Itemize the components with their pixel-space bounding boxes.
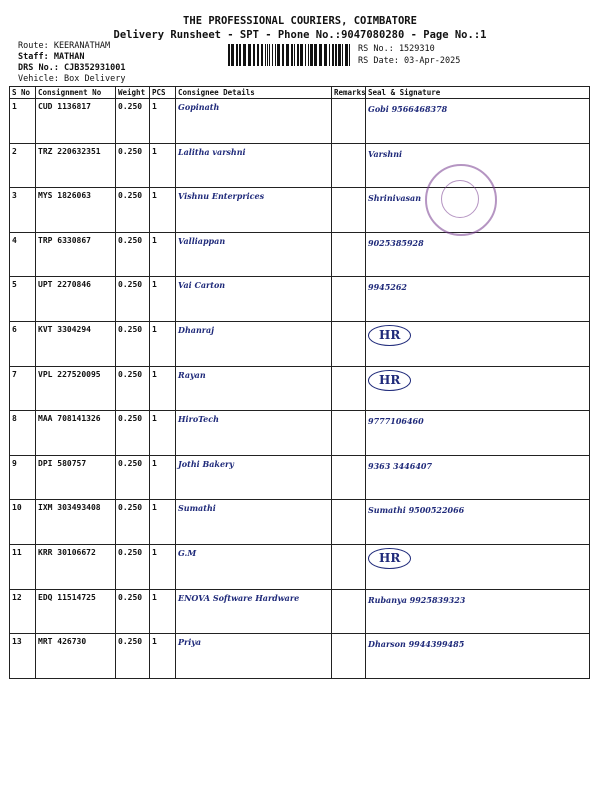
cell-pcs: 1: [150, 500, 176, 545]
cell-sno: 11: [10, 544, 36, 589]
cell-pcs: 1: [150, 99, 176, 144]
cell-weight: 0.250: [116, 411, 150, 456]
staff-label: Staff: MATHAN: [18, 52, 85, 62]
table-row: [10, 99, 590, 144]
cell-consignment-no: EDQ 11514725: [36, 589, 116, 634]
cell-sno: 7: [10, 366, 36, 411]
cell-weight: 0.250: [116, 455, 150, 500]
cell-consignee: HiroTech: [176, 411, 332, 456]
cell-pcs: 1: [150, 366, 176, 411]
cell-remarks: [332, 321, 366, 366]
cell-signature: Gobi 9566468378: [366, 99, 590, 144]
rs-number: RS No.: 1529310: [358, 44, 435, 54]
cell-pcs: 1: [150, 188, 176, 233]
cell-sno: 1: [10, 99, 36, 144]
cell-sno: 4: [10, 232, 36, 277]
runsheet-subtitle: Delivery Runsheet - SPT - Phone No.:9047080280 - Page No.:1: [113, 29, 487, 41]
cell-pcs: 1: [150, 544, 176, 589]
cell-signature: Rubanya 9925839323: [366, 589, 590, 634]
cell-sno: 6: [10, 321, 36, 366]
cell-remarks: [332, 366, 366, 411]
cell-remarks: [332, 411, 366, 456]
cell-sno: 3: [10, 188, 36, 233]
cell-signature: [366, 544, 590, 589]
cell-remarks: [332, 634, 366, 679]
cell-pcs: 1: [150, 634, 176, 679]
table-row: [10, 188, 590, 233]
table-row: [10, 277, 590, 322]
cell-signature: [366, 366, 590, 411]
cell-weight: 0.250: [116, 366, 150, 411]
cell-consignment-no: TRZ 220632351: [36, 143, 116, 188]
cell-signature: Shrinivasan: [366, 188, 590, 233]
cell-weight: 0.250: [116, 321, 150, 366]
barcode-icon: [228, 44, 354, 66]
col-pcs: PCS: [150, 87, 176, 99]
cell-remarks: [332, 99, 366, 144]
cell-signature: [366, 321, 590, 366]
cell-consignee: ENOVA Software Hardware: [176, 589, 332, 634]
cell-weight: 0.250: [116, 188, 150, 233]
vehicle-label: Vehicle: Box Delivery: [18, 74, 126, 84]
col-consignee: Consignee Details: [176, 87, 332, 99]
hr-mark: HR: [368, 370, 411, 391]
cell-signature: 9363 3446407: [366, 455, 590, 500]
cell-consignment-no: KRR 30106672: [36, 544, 116, 589]
cell-pcs: 1: [150, 455, 176, 500]
cell-signature: Varshni: [366, 143, 590, 188]
col-weight: Weight: [116, 87, 150, 99]
cell-pcs: 1: [150, 411, 176, 456]
rs-date: RS Date: 03-Apr-2025: [358, 56, 461, 66]
cell-pcs: 1: [150, 277, 176, 322]
cell-signature: Dharson 9944399485: [366, 634, 590, 679]
cell-signature: Sumathi 9500522066: [366, 500, 590, 545]
table-row: [10, 321, 590, 366]
cell-sno: 10: [10, 500, 36, 545]
cell-weight: 0.250: [116, 143, 150, 188]
cell-weight: 0.250: [116, 589, 150, 634]
cell-weight: 0.250: [116, 277, 150, 322]
table-row: [10, 634, 590, 679]
cell-remarks: [332, 277, 366, 322]
table-row: [10, 232, 590, 277]
cell-weight: 0.250: [116, 544, 150, 589]
cell-remarks: [332, 232, 366, 277]
cell-remarks: [332, 544, 366, 589]
hr-mark: HR: [368, 548, 411, 569]
cell-consignment-no: MAA 708141326: [36, 411, 116, 456]
cell-sno: 13: [10, 634, 36, 679]
cell-pcs: 1: [150, 143, 176, 188]
cell-consignee: Valliappan: [176, 232, 332, 277]
route-label: Route: KEERANATHAM: [18, 41, 111, 51]
col-signature: Seal & Signature: [366, 87, 590, 99]
cell-sno: 5: [10, 277, 36, 322]
cell-consignee: Priya: [176, 634, 332, 679]
cell-weight: 0.250: [116, 500, 150, 545]
cell-signature: 9025385928: [366, 232, 590, 277]
cell-sno: 8: [10, 411, 36, 456]
cell-consignee: G.M: [176, 544, 332, 589]
cell-weight: 0.250: [116, 232, 150, 277]
table-row: [10, 455, 590, 500]
cell-remarks: [332, 500, 366, 545]
table-row: [10, 143, 590, 188]
cell-consignee: Vai Carton: [176, 277, 332, 322]
cell-consignment-no: MYS 1826063: [36, 188, 116, 233]
cell-consignee: Dhanraj: [176, 321, 332, 366]
cell-weight: 0.250: [116, 99, 150, 144]
table-row: [10, 500, 590, 545]
cell-consignee: Jothi Bakery: [176, 455, 332, 500]
cell-sno: 2: [10, 143, 36, 188]
cell-signature: 9777106460: [366, 411, 590, 456]
cell-consignment-no: UPT 2270846: [36, 277, 116, 322]
cell-signature: 9945262: [366, 277, 590, 322]
cell-sno: 9: [10, 455, 36, 500]
drs-label: DRS No.: CJB352931001: [18, 63, 126, 73]
runsheet-table: [9, 86, 590, 679]
cell-weight: 0.250: [116, 634, 150, 679]
table-row: [10, 366, 590, 411]
cell-consignment-no: KVT 3304294: [36, 321, 116, 366]
cell-remarks: [332, 143, 366, 188]
cell-pcs: 1: [150, 232, 176, 277]
cell-pcs: 1: [150, 321, 176, 366]
cell-remarks: [332, 589, 366, 634]
col-remarks: Remarks: [332, 87, 366, 99]
cell-sno: 12: [10, 589, 36, 634]
cell-consignee: Gopinath: [176, 99, 332, 144]
cell-consignment-no: DPI 580757: [36, 455, 116, 500]
cell-consignee: Rayan: [176, 366, 332, 411]
hr-mark: HR: [368, 325, 411, 346]
cell-remarks: [332, 188, 366, 233]
cell-pcs: 1: [150, 589, 176, 634]
cell-consignee: Lalitha varshni: [176, 143, 332, 188]
table-header-row: [10, 87, 590, 99]
table-row: [10, 544, 590, 589]
cell-consignee: Vishnu Enterprices: [176, 188, 332, 233]
col-sno: S No: [10, 87, 36, 99]
cell-consignee: Sumathi: [176, 500, 332, 545]
seal-stamp-icon: [425, 164, 497, 236]
table-row: [10, 589, 590, 634]
cell-consignment-no: CUD 1136817: [36, 99, 116, 144]
cell-consignment-no: IXM 303493408: [36, 500, 116, 545]
cell-remarks: [332, 455, 366, 500]
cell-consignment-no: TRP 6330867: [36, 232, 116, 277]
table-row: [10, 411, 590, 456]
cell-consignment-no: MRT 426730: [36, 634, 116, 679]
col-consignment: Consignment No: [36, 87, 116, 99]
cell-consignment-no: VPL 227520095: [36, 366, 116, 411]
company-title: THE PROFESSIONAL COURIERS, COIMBATORE: [183, 15, 417, 27]
